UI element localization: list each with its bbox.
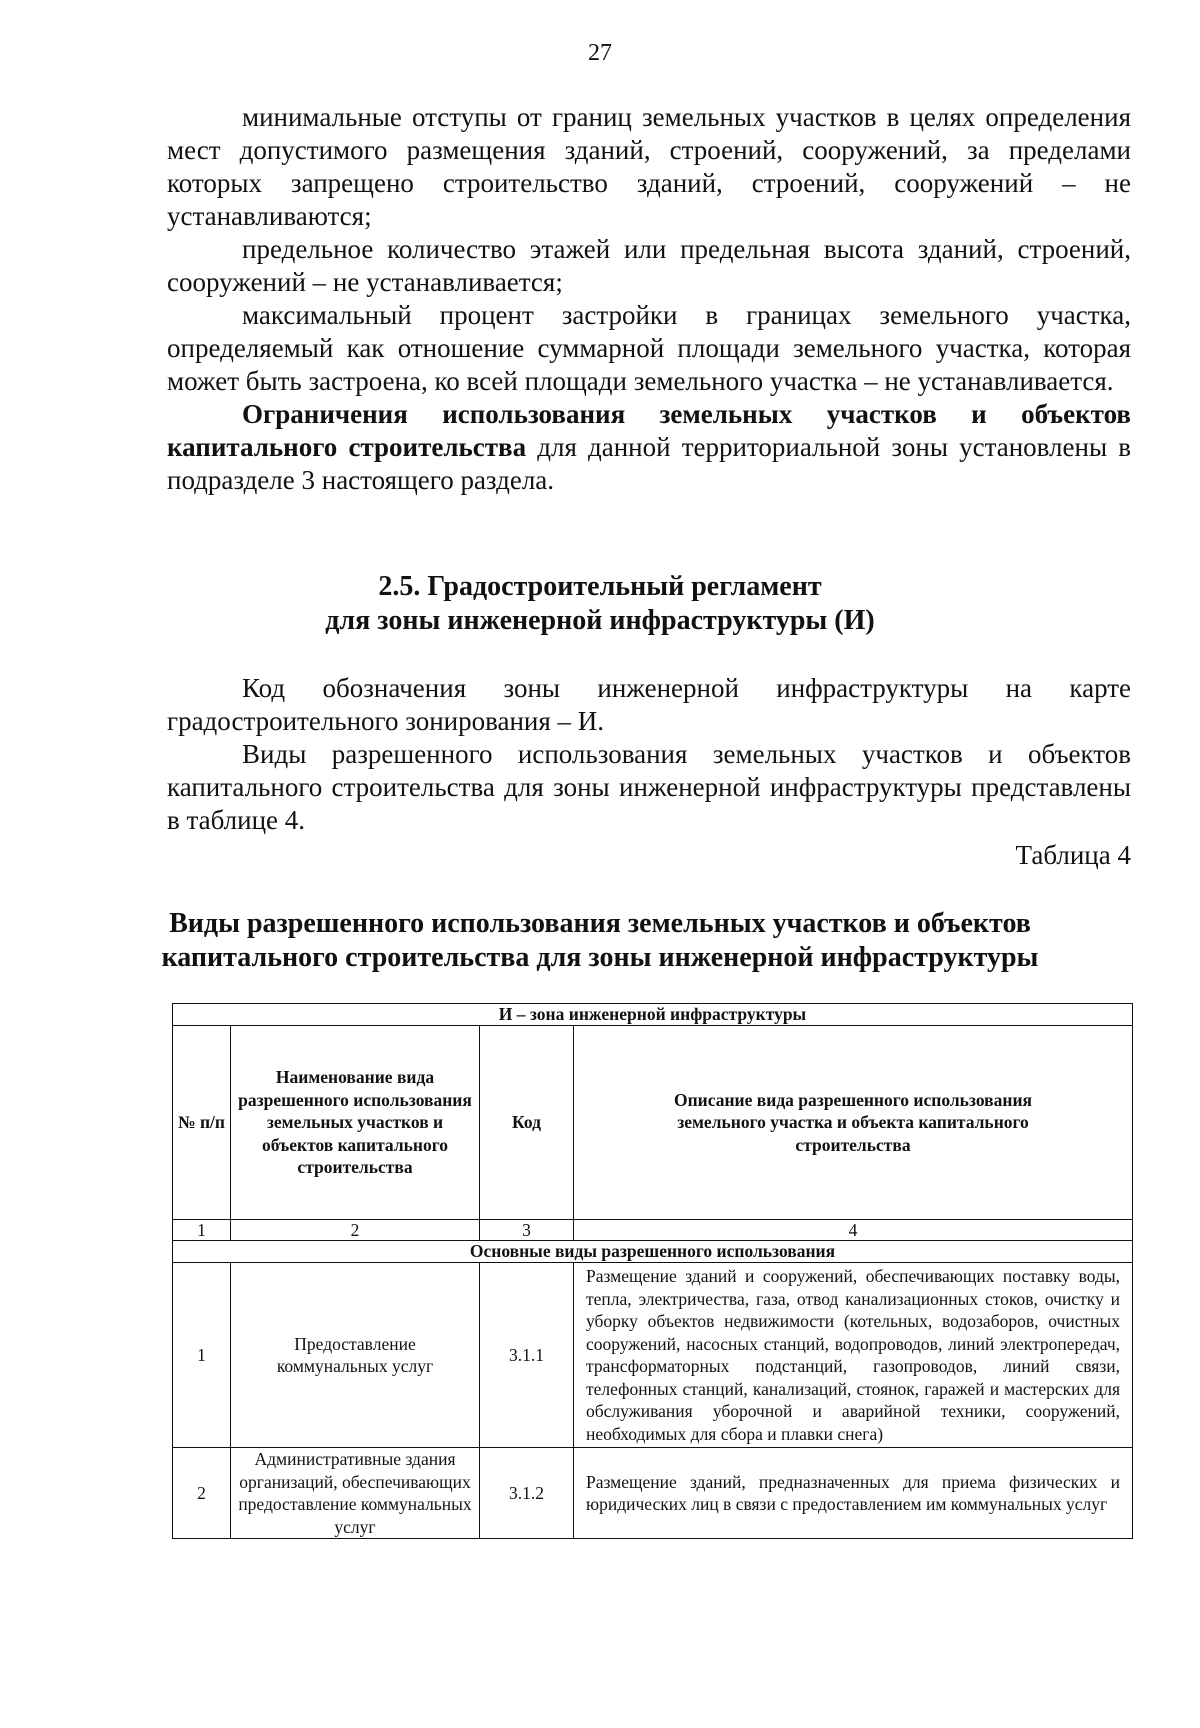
section-heading-line2: для зоны инженерной инфраструктуры (И) [325,605,875,636]
column-header-description: Описание вида разрешенного использования земельного участка и объекта капитального строительства [574,1026,1133,1220]
row-num: 2 [173,1448,231,1539]
column-header-name: Наименование вида разрешенного использования земельных участков и объектов капитального строительства [231,1026,480,1220]
table-index-row [173,1220,1133,1241]
paragraph-permitted-uses: Виды разрешенного использования земельных участков и объектов капитального строительства для зоны инженерной инфраструктуры представлены в таблице 4. [167,739,1131,835]
restrictions-bold-text: Ограничения использования земельных участков и объектов капитального строительства [167,399,1131,462]
permitted-uses-table [172,1003,1133,1539]
paragraph-building-percent: максимальный процент застройки в границах земельного участка, определяемый как отношение суммарной площади земельного участка, которая может быть застроена, ко всей площади земельного участка – не устанавливается. [167,300,1131,396]
restrictions-text: для данной территориальной зоны установлены в подразделе 3 настоящего раздела. [167,432,1131,495]
paragraph-floors: предельное количество этажей или предельная высота зданий, строений, сооружений – не устанавливается; [167,234,1131,297]
section-heading [0,570,1200,638]
table-title-line1: Виды разрешенного использования земельных участков и объектов [169,908,1031,939]
table-header-row [173,1026,1133,1220]
column-header-num: № п/п [173,1026,231,1220]
table-zone-header: И – зона инженерной инфраструктуры [173,1004,1133,1026]
column-index: 3 [480,1220,574,1241]
table-zone-header-row [173,1004,1133,1026]
row-name: Административные здания организаций, обеспечивающих предоставление коммунальных услуг [231,1448,480,1539]
row-code: 3.1.2 [480,1448,574,1539]
table-title [0,907,1200,975]
group-main-uses: Основные виды разрешенного использования [173,1241,1133,1263]
table-group-row [173,1241,1133,1263]
column-header-code: Код [480,1026,574,1220]
paragraph-setbacks: минимальные отступы от границ земельных участков в целях определения мест допустимого размещения зданий, строений, сооружений, за пределами которых запрещено строительство зданий, строений, сооружений – не устанавливаются; [167,102,1131,231]
row-num: 1 [173,1263,231,1448]
paragraph-zone-code: Код обозначения зоны инженерной инфраструктуры на карте градостроительного зонирования – И. [167,673,1131,736]
row-name: Предоставление коммунальных услуг [231,1263,480,1448]
page-number: 27 [588,40,612,66]
row-description: Размещение зданий и сооружений, обеспечивающих поставку воды, тепла, электричества, газа, отвод канализационных стоков, очистку и уборку объектов недвижимости (котельных, водозаборов, очистных сооружений, насосных станций, водопроводов, линий электропередач, трансформаторных подстанций, газопроводов, линий связи, телефонных станций, канализаций, стоянок, гаражей и мастерских для обслуживания уборочной и аварийной техники, сооружений, необходимых для сбора и плавки снега) [574,1263,1133,1448]
intro-text [167,101,1131,497]
column-index: 1 [173,1220,231,1241]
table-row [173,1448,1133,1539]
table-title-line2: капитального строительства для зоны инженерной инфраструктуры [161,942,1039,973]
row-code: 3.1.1 [480,1263,574,1448]
column-index: 2 [231,1220,480,1241]
table-row [173,1263,1133,1448]
column-index: 4 [574,1220,1133,1241]
paragraph-restrictions [167,398,1131,497]
zone-text [167,672,1131,837]
section-heading-line1: 2.5. Градостроительный регламент [378,571,822,602]
table-label: Таблица 4 [1015,840,1131,870]
row-description: Размещение зданий, предназначенных для приема физических и юридических лиц в связи с предоставлением им коммунальных услуг [574,1448,1133,1539]
